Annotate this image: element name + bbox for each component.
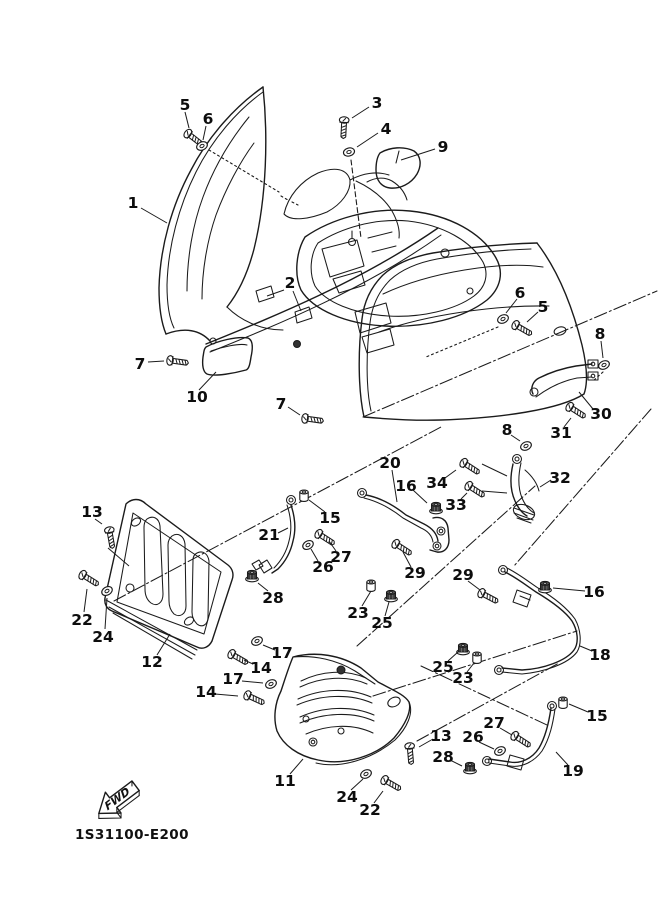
screw-icon xyxy=(104,526,117,549)
screw-icon xyxy=(313,528,336,548)
callout-29: 29 xyxy=(452,566,474,584)
callout-4: 4 xyxy=(380,120,392,138)
callout-leader-17 xyxy=(242,681,263,683)
callout-27: 27 xyxy=(483,714,505,732)
callout-10: 10 xyxy=(186,388,208,406)
callout-29: 29 xyxy=(404,564,426,582)
callout-33: 33 xyxy=(445,496,467,514)
phantom-lines xyxy=(114,291,657,741)
callout-1: 1 xyxy=(127,194,139,212)
fwd-arrow xyxy=(89,775,146,828)
callout-16: 16 xyxy=(395,477,417,495)
callout-17: 17 xyxy=(222,670,244,688)
callout-leader-3 xyxy=(352,107,369,118)
callout-6: 6 xyxy=(514,284,526,302)
washer-icon xyxy=(597,359,611,371)
screw-icon xyxy=(463,480,486,500)
callout-22: 22 xyxy=(71,611,93,629)
flap-part-9 xyxy=(376,148,420,188)
screw-icon xyxy=(242,690,266,708)
screw-icon xyxy=(301,413,324,426)
screw-icon xyxy=(476,587,500,606)
callout-leader-15 xyxy=(569,704,588,712)
callout-6: 6 xyxy=(202,110,214,128)
drawing-code: 1S31100-E200 xyxy=(75,827,189,843)
stay-part-20 xyxy=(358,489,450,553)
callout-27: 27 xyxy=(330,548,352,566)
callout-3: 3 xyxy=(371,94,383,112)
callout-leader-2 xyxy=(267,290,284,296)
callout-15: 15 xyxy=(319,509,341,527)
collar-icon xyxy=(367,580,375,591)
callout-20: 20 xyxy=(379,454,401,472)
callout-leader-9 xyxy=(401,149,435,160)
screw-icon xyxy=(564,401,587,421)
washer-icon xyxy=(100,585,114,598)
nut-icon xyxy=(430,502,443,513)
callout-17: 17 xyxy=(271,644,293,662)
callout-23: 23 xyxy=(347,604,369,622)
callout-31: 31 xyxy=(550,424,572,442)
callout-leader-14 xyxy=(215,694,238,696)
washer-icon xyxy=(264,678,278,690)
callout-26: 26 xyxy=(312,558,334,576)
stay-part-18 xyxy=(495,566,581,675)
callout-leader-6 xyxy=(203,126,206,140)
callout-19: 19 xyxy=(562,762,584,780)
callout-7: 7 xyxy=(134,355,146,373)
callout-7: 7 xyxy=(275,395,287,413)
screw-icon xyxy=(226,648,250,667)
callout-25: 25 xyxy=(432,658,454,676)
callout-8: 8 xyxy=(501,421,513,439)
washer-icon xyxy=(493,745,507,757)
callout-leader-22 xyxy=(84,589,87,612)
callout-5: 5 xyxy=(537,298,549,316)
screw-icon xyxy=(510,319,534,338)
nut-icon xyxy=(385,590,398,601)
bracket-part-30 xyxy=(530,360,603,397)
washer-icon xyxy=(496,313,510,325)
collar-icon xyxy=(473,652,481,663)
callout-16: 16 xyxy=(583,583,605,601)
callout-22: 22 xyxy=(359,801,381,819)
screw-icon xyxy=(509,730,532,750)
screw-icon xyxy=(77,569,100,589)
callout-leader-7 xyxy=(288,407,300,415)
fwd-label: FWD xyxy=(102,784,132,814)
callout-leader-16 xyxy=(553,588,585,591)
callout-13: 13 xyxy=(430,727,452,745)
callout-24: 24 xyxy=(92,628,114,646)
callout-32: 32 xyxy=(549,469,571,487)
callout-12: 12 xyxy=(141,653,163,671)
callout-leader-8 xyxy=(601,341,603,358)
callout-leader-1 xyxy=(141,208,167,223)
callout-11: 11 xyxy=(274,772,296,790)
callout-leader-4 xyxy=(357,133,378,147)
screw-icon xyxy=(405,742,416,764)
callout-28: 28 xyxy=(262,589,284,607)
callout-13: 13 xyxy=(81,503,103,521)
screw-icon xyxy=(379,774,403,793)
nut-icon xyxy=(457,643,470,654)
washer-icon xyxy=(359,768,373,780)
nut-icon xyxy=(246,570,259,581)
callout-14: 14 xyxy=(250,659,272,677)
callout-26: 26 xyxy=(462,728,484,746)
washer-icon xyxy=(519,440,533,452)
washer-icon xyxy=(250,635,264,647)
callout-24: 24 xyxy=(336,788,358,806)
side-panel-part-11 xyxy=(275,654,411,764)
callout-30: 30 xyxy=(590,405,612,423)
nut-icon xyxy=(539,581,552,592)
callout-leader-5 xyxy=(185,112,189,128)
collar-icon xyxy=(559,697,567,708)
callout-leader-5 xyxy=(527,312,538,322)
callout-23: 23 xyxy=(452,669,474,687)
screw-icon xyxy=(458,457,481,477)
screw-icon xyxy=(390,538,413,558)
callout-5: 5 xyxy=(179,96,191,114)
callout-18: 18 xyxy=(589,646,611,664)
callout-2: 2 xyxy=(284,274,296,292)
callout-9: 9 xyxy=(437,138,449,156)
collar-icon xyxy=(300,490,308,501)
screw-icon xyxy=(166,355,189,368)
washer-icon xyxy=(301,539,315,552)
mud-flap-part-10 xyxy=(203,338,253,376)
washer-icon xyxy=(195,140,209,152)
callout-28: 28 xyxy=(432,748,454,766)
washer-icon xyxy=(343,147,356,158)
callout-21: 21 xyxy=(258,526,280,544)
callout-leader-7 xyxy=(148,361,164,362)
bracket-part-32 xyxy=(482,455,539,524)
callout-layer xyxy=(71,94,612,819)
callout-15: 15 xyxy=(586,707,608,725)
nut-icon xyxy=(464,762,477,773)
callout-8: 8 xyxy=(594,325,606,343)
callout-14: 14 xyxy=(195,683,217,701)
callout-34: 34 xyxy=(426,474,448,492)
callout-25: 25 xyxy=(371,614,393,632)
leader-layer xyxy=(84,107,603,803)
screw-icon xyxy=(338,117,349,139)
